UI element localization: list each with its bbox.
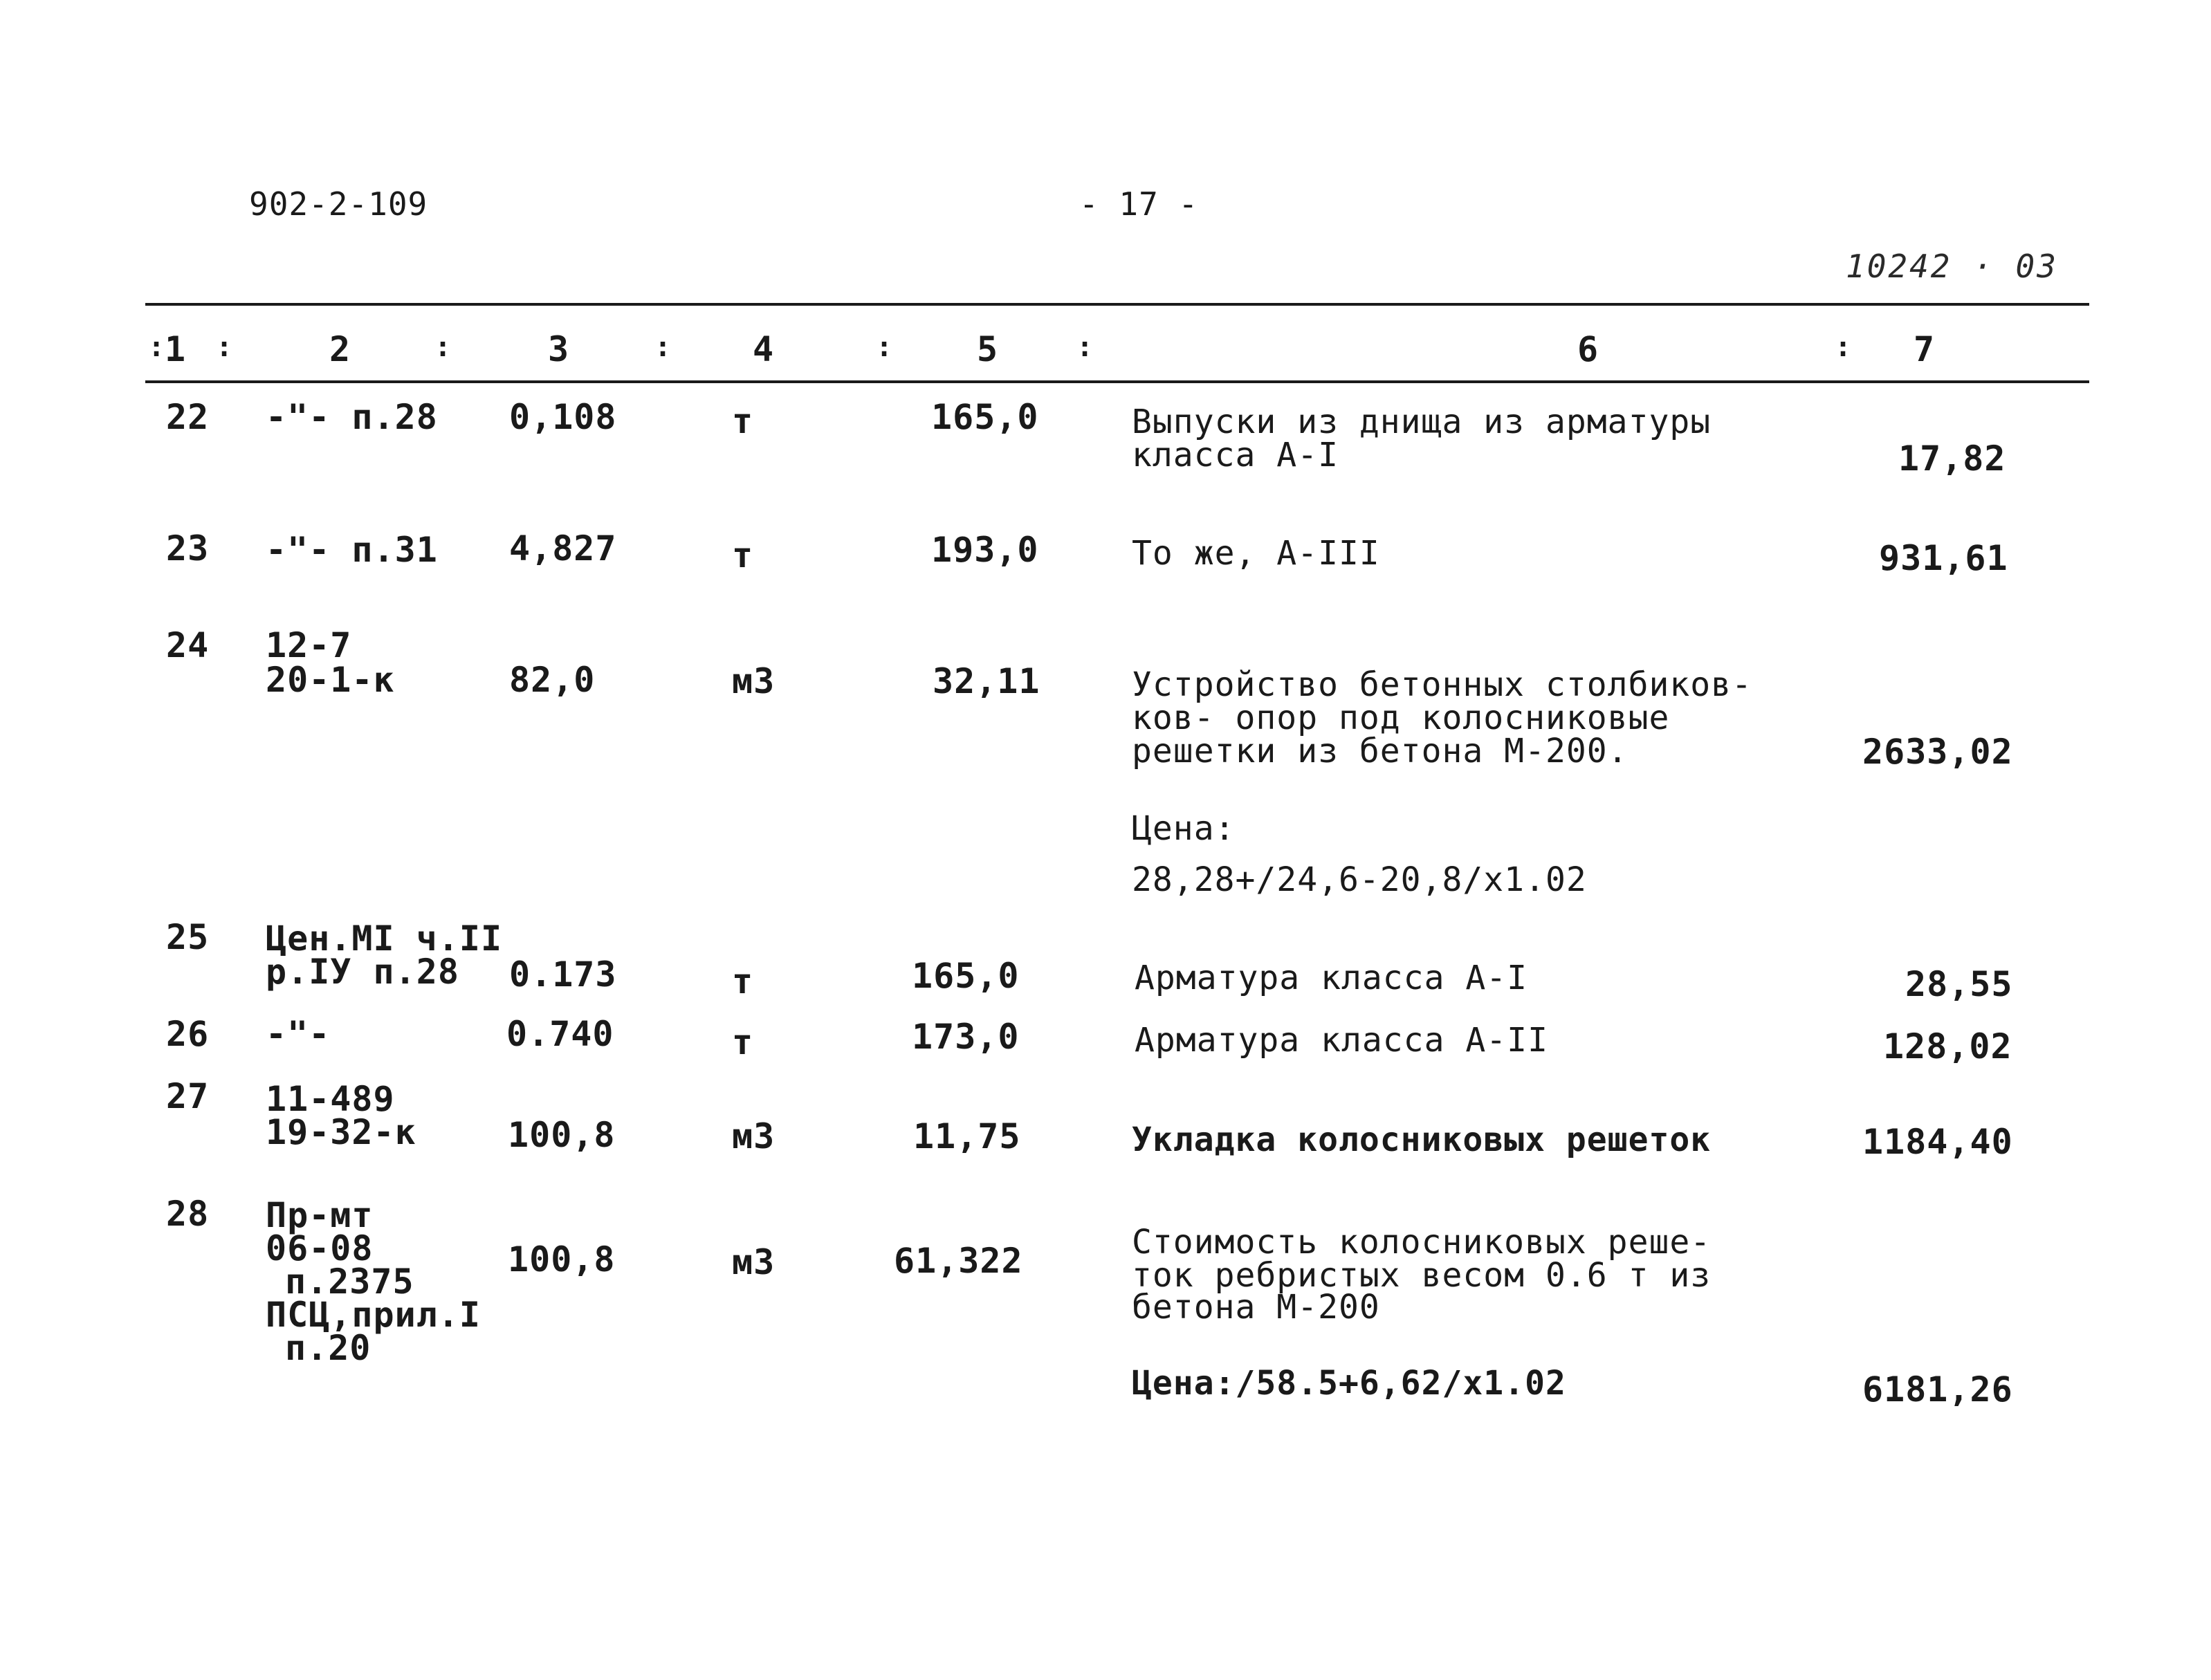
- row-description-line: Укладка колосниковых решеток: [1132, 1120, 1712, 1159]
- row-unit-price: 165,0: [931, 397, 1039, 437]
- row-reference: -"-: [266, 1014, 331, 1054]
- row-quantity: 0.173: [509, 954, 617, 995]
- row-unit-price: 32,11: [933, 661, 1040, 701]
- row-number: 23: [166, 528, 210, 569]
- row-quantity: 100,8: [508, 1115, 616, 1155]
- price-formula: Цена:/58.5+6,62/х1.02: [1132, 1364, 1566, 1403]
- table-header-rule: [145, 380, 2089, 383]
- row-reference: 06-08: [266, 1228, 374, 1268]
- row-number: 25: [166, 917, 210, 957]
- row-reference: -"- п.31: [266, 530, 438, 570]
- price-formula-label: Цена:: [1132, 809, 1236, 848]
- row-unit-price: 61,322: [894, 1241, 1023, 1281]
- row-description-line: То же, А-III: [1132, 534, 1380, 573]
- row-reference: Цен.МI ч.II: [266, 919, 503, 959]
- row-total: 2633,02: [1862, 732, 2013, 772]
- row-unit-price: 173,0: [912, 1017, 1020, 1057]
- table-top-rule: [145, 303, 2089, 306]
- column-header-6: 6: [1577, 329, 1599, 369]
- row-unit-price: 11,75: [913, 1116, 1021, 1156]
- row-description-line: ков- опор под колосниковые: [1132, 699, 1670, 737]
- row-reference: Пр-мт: [266, 1195, 374, 1235]
- column-header-3: 3: [548, 329, 570, 369]
- column-separator: :: [1076, 331, 1094, 363]
- row-total: 931,61: [1879, 538, 2008, 578]
- row-unit: т: [732, 401, 754, 441]
- row-reference: 12-7: [266, 625, 352, 665]
- row-unit: т: [732, 1022, 754, 1062]
- row-total: 1184,40: [1862, 1122, 2013, 1162]
- row-reference: п.2375: [285, 1262, 414, 1302]
- column-separator: :: [654, 331, 672, 363]
- column-header-2: 2: [329, 329, 351, 369]
- row-number: 22: [166, 397, 210, 437]
- document-code: 902-2-109: [249, 185, 428, 223]
- row-quantity: 0,108: [509, 397, 617, 437]
- row-reference: 11-489: [266, 1079, 395, 1119]
- row-reference: 19-32-к: [266, 1112, 416, 1152]
- row-description-line: Устройство бетонных столбиков-: [1132, 665, 1752, 704]
- row-unit: т: [732, 535, 754, 575]
- column-header-4: 4: [753, 329, 775, 369]
- row-number: 26: [166, 1014, 210, 1054]
- row-reference: 20-1-к: [266, 660, 395, 700]
- row-quantity: 4,827: [509, 528, 617, 569]
- row-description-line: Арматура класса А-I: [1135, 959, 1528, 997]
- page-number: - 17 -: [1079, 185, 1199, 223]
- row-total: 6181,26: [1862, 1369, 2013, 1410]
- row-description-line: Выпуски из днища из арматуры: [1132, 403, 1712, 441]
- row-description-line: решетки из бетона М-200.: [1132, 732, 1629, 770]
- row-total: 28,55: [1905, 964, 2013, 1004]
- row-total: 17,82: [1898, 439, 2006, 479]
- row-reference: ПСЦ,прил.I: [266, 1295, 481, 1335]
- row-description-line: Арматура класса А-II: [1135, 1021, 1548, 1060]
- row-total: 128,02: [1883, 1026, 2012, 1067]
- column-separator: :: [876, 331, 894, 363]
- row-reference: п.20: [285, 1328, 371, 1368]
- row-description-line: ток ребристых весом 0.6 т из: [1132, 1256, 1712, 1295]
- row-unit-price: 165,0: [912, 956, 1020, 996]
- row-number: 27: [166, 1076, 210, 1116]
- row-quantity: 0.740: [506, 1014, 614, 1054]
- column-separator: :: [216, 331, 234, 363]
- row-unit: м3: [732, 1116, 776, 1156]
- row-number: 28: [166, 1194, 210, 1234]
- column-header-5: 5: [977, 329, 999, 369]
- price-formula: 28,28+/24,6-20,8/х1.02: [1132, 860, 1587, 899]
- column-header-1: 1: [165, 329, 187, 369]
- row-unit: м3: [732, 661, 776, 701]
- row-quantity: 82,0: [509, 660, 596, 700]
- archive-stamp: 10242 · 03: [1846, 248, 2058, 285]
- column-header-7: 7: [1914, 329, 1936, 369]
- row-number: 24: [166, 625, 210, 665]
- column-separator: :: [1835, 331, 1853, 363]
- column-separator: :: [148, 331, 166, 363]
- row-unit-price: 193,0: [931, 530, 1039, 570]
- row-reference: р.IУ п.28: [266, 952, 459, 992]
- row-unit: т: [732, 961, 754, 1001]
- row-description-line: бетона М-200: [1132, 1288, 1380, 1327]
- row-unit: м3: [732, 1242, 776, 1282]
- column-separator: :: [434, 331, 452, 363]
- row-quantity: 100,8: [508, 1239, 616, 1280]
- row-reference: -"- п.28: [266, 397, 438, 437]
- row-description-line: Стоимость колосниковых реше-: [1132, 1223, 1712, 1262]
- row-description-line: класса А-I: [1132, 436, 1339, 474]
